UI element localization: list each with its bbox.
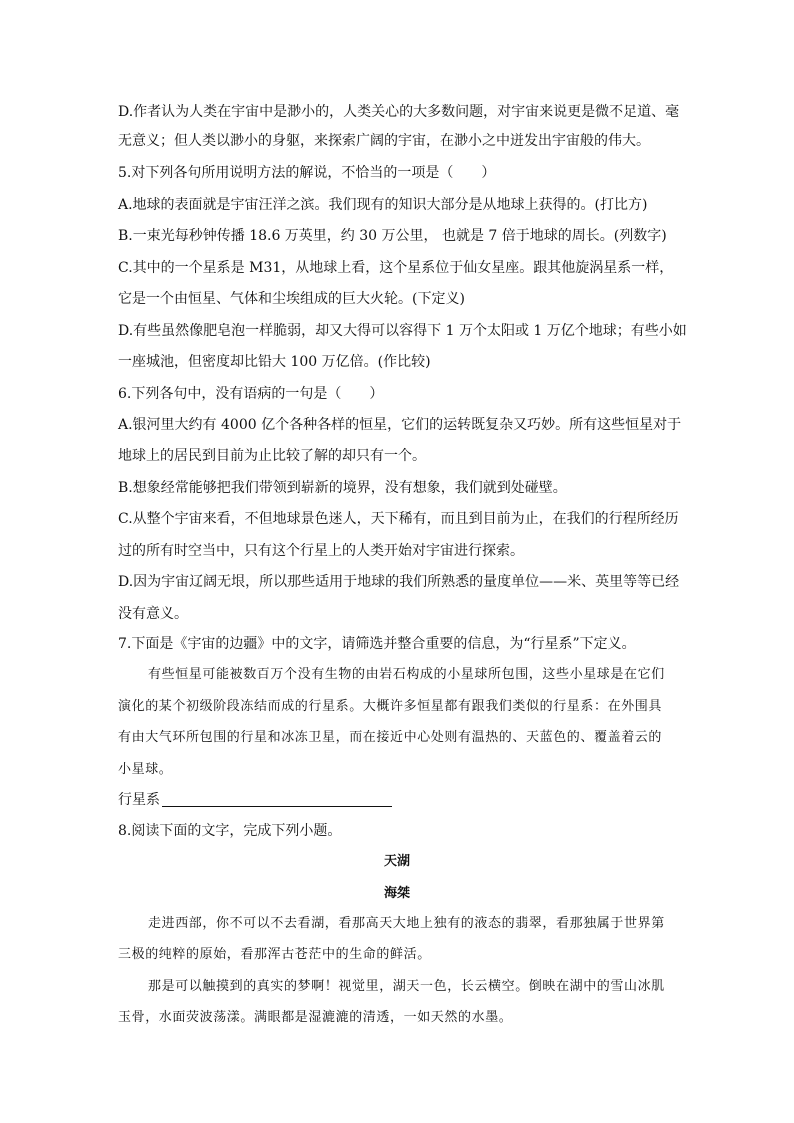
q5-option-d-line1: D.有些虽然像肥皂泡一样脆弱，却又大得可以容得下 1 万个太阳或 1 万亿个地球；有些小如 [118,323,687,339]
question-8: 8.阅读下面的文字，完成下列小题。 [118,823,342,839]
q5-option-a: A.地球的表面就是宇宙汪洋之滨。我们现有的知识大部分是从地球上获得的。(打比方) [118,197,648,213]
question-5: 5.对下列各句所用说明方法的解说，不恰当的一项是（ ） [118,165,496,181]
q5-option-c-line2: 它是一个由恒星、气体和尘埃组成的巨大火轮。(下定义) [118,291,465,307]
q6-option-a-line1: A.银河里大约有 4000 亿个各种各样的恒星，它们的运转既复杂又巧妙。所有这些恒星对于 [118,417,682,433]
passage-paragraph2-line1: 那是可以触摸到的真实的梦啊！视觉里，湖天一色，长云横空。倒映在湖中的雪山冰肌 [148,979,665,994]
passage-paragraph1-line2: 三极的纯粹的原始，看那浑古苍茫中的生命的鲜活。 [118,947,431,962]
passage-paragraph1-line1: 走进西部，你不可以不去看湖，看那高天大地上独有的液态的翡翠，看那独属于世界第 [148,916,665,931]
q6-option-c-line1: C.从整个宇宙来看，不但地球景色迷人，天下稀有，而且到目前为止，在我们的行程所经历 [118,511,679,527]
q5-option-d-line2: 一座城池，但密度却比铅大 100 万亿倍。(作比较) [118,354,431,370]
answer-blank[interactable] [162,792,392,807]
passage-author: 海桀 [383,886,410,901]
q7-passage-line4: 小星球。 [118,762,173,777]
q7-passage-line2: 演化的某个初级阶段冻结而成的行星系。大概许多恒星都有跟我们类似的行星系：在外围具 [118,699,663,714]
q5-option-c-line1: C.其中的一个星系是 M31，从地球上看，这个星系位于仙女星座。跟其他旋涡星系一样， [118,260,674,276]
q6-option-b: B.想象经常能够把我们带领到崭新的境界，没有想象，我们就到处碰壁。 [118,480,567,496]
q6-option-c-line2: 过的所有时空当中，只有这个行星上的人类开始对宇宙进行探索。 [118,543,524,559]
answer-line [118,790,392,810]
q5-option-b: B.一束光每秒钟传播 18.6 万英里，约 30 万公里， 也就是 7 倍于地球的周长。(列数字) [118,228,667,244]
question-7: 7.下面是《宇宙的边疆》中的文字，请筛选并整合重要的信息，为“行星系”下定义。 [118,636,636,652]
q7-passage-line1: 有些恒星可能被数百万个没有生物的由岩石构成的小星球所包围，这些小星球是在它们 [148,667,665,682]
passage-paragraph2-line2: 玉骨，水面荧波荡漾。满眼都是湿漉漉的清透，一如天然的水墨。 [118,1010,513,1025]
q7-passage-line3: 有由大气环所包围的行星和冰冻卫星，而在接近中心处则有温热的、天蓝色的、覆盖着云的 [118,730,663,745]
option-d-q4-line1: D.作者认为人类在宇宙中是渺小的，人类关心的大多数问题，对宇宙来说更是微不足道、毫 [118,104,680,120]
question-6: 6.下列各句中，没有语病的一句是（ ） [118,386,384,402]
option-d-q4-line2: 无意义；但人类以渺小的身躯，来探索广阔的宇宙，在渺小之中迸发出宇宙般的伟大。 [118,133,650,149]
answer-label: 行星系 [118,792,160,808]
q6-option-d-line2: 没有意义。 [118,606,188,622]
q6-option-d-line1: D.因为宇宙辽阔无垠，所以那些适用于地球的我们所熟悉的量度单位——米、英里等等已经 [118,574,680,590]
q6-option-a-line2: 地球上的居民到目前为止比较了解的却只有一个。 [118,448,426,464]
passage-title: 天湖 [383,854,410,869]
